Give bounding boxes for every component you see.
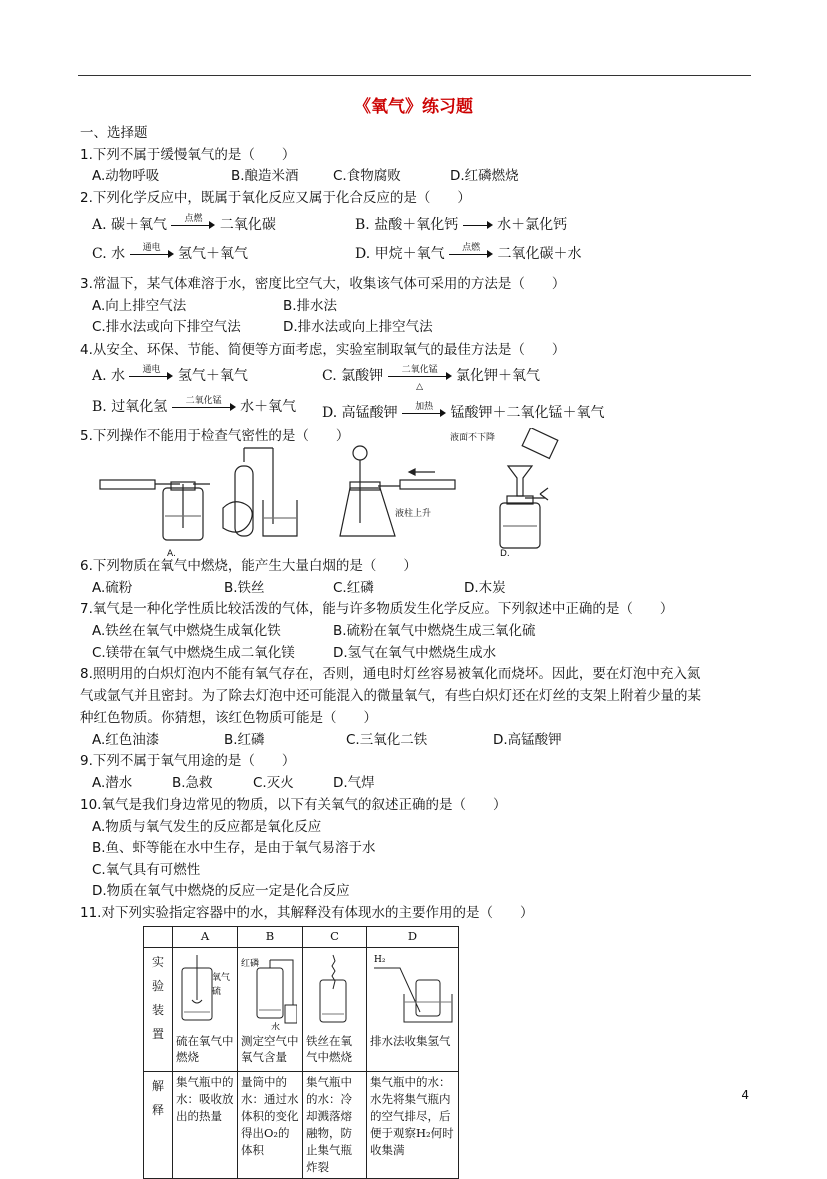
reaction-arrow [129, 365, 173, 383]
q6-option-c[interactable]: C.红磷 [333, 580, 374, 596]
oxygen-content-figure [241, 950, 297, 1030]
q3-stem: 3.常温下，某气体难溶于水，密度比空气大，收集该气体可采用的方法是（ ） [80, 276, 566, 292]
page-title: 《氧气》练习题 [354, 97, 473, 117]
sulfur-burning-figure [176, 950, 232, 1030]
q4-a-products: 氢气＋氧气 [177, 368, 248, 384]
hydrogen-label: H₂ [374, 955, 386, 965]
q4-d-reactants: D. 高锰酸钾 [322, 405, 398, 421]
q7-option-a[interactable]: A.铁丝在氧气中燃烧生成氧化铁 [92, 623, 281, 639]
hand-icon [223, 502, 252, 532]
reaction-arrow [171, 214, 215, 232]
q10-option-a[interactable]: A.物质与氧气发生的反应都是氧化反应 [92, 819, 322, 835]
q11-caption-c: 铁丝在氧气中燃烧 [306, 1034, 352, 1064]
q3-option-b[interactable]: B.排水法 [283, 298, 338, 314]
q1-stem: 1.下列不属于缓慢氧气的是（ ） [80, 147, 296, 163]
q11-apparatus-b [238, 948, 303, 1072]
q11-row-label-explanation: 解释 [144, 1072, 173, 1179]
reaction-arrow [172, 396, 236, 414]
q4-option-a[interactable] [92, 367, 248, 385]
reaction-condition: 通电 [142, 243, 161, 253]
q1-option-b[interactable]: B.酿造米酒 [231, 168, 299, 184]
reaction-arrow [449, 243, 493, 261]
q8-option-a[interactable]: A.红色油漆 [92, 732, 160, 748]
q2-a-reactants: A. 碳＋氧气 [92, 217, 168, 233]
q4-c-reactants: C. 氯酸钾 [322, 368, 384, 384]
reaction-condition: 二氧化锰 [185, 396, 222, 406]
syringe-icon [400, 480, 455, 489]
reaction-condition: 二氧化锰 [401, 365, 438, 375]
q4-option-d[interactable] [322, 404, 605, 422]
q8-line2: 气或氩气并且密封。为了除去灯泡中还可能混入的微量氧气，有些白炽灯还在灯丝的支架上附着少量的某 [80, 688, 701, 704]
q11-caption-d: 排水法收集氢气 [370, 1034, 451, 1048]
q6-option-b[interactable]: B.铁丝 [224, 580, 265, 596]
q11-row-label-apparatus: 实验装置 [144, 948, 173, 1072]
label-column-rising: 液柱上升 [395, 509, 432, 519]
q4-c-products: 氯化钾＋氧气 [456, 368, 541, 384]
heat-symbol: △ [416, 382, 424, 392]
q8-option-d[interactable]: D.高锰酸钾 [493, 732, 562, 748]
q4-d-products: 锰酸钾＋二氧化锰＋氧气 [450, 405, 605, 421]
q11-apparatus-a [173, 948, 238, 1072]
q11-apparatus-c [303, 948, 367, 1072]
q11-header-b[interactable]: B [238, 927, 303, 948]
q5-figure-a-label[interactable]: A. [167, 549, 176, 559]
reaction-condition: 加热 [415, 402, 434, 412]
q2-a-products: 二氧化碳 [219, 217, 276, 233]
q11-table [143, 926, 459, 1179]
q9-option-c[interactable]: C.灭火 [253, 775, 294, 791]
hydrogen-collection-figure [370, 950, 454, 1030]
q2-d-products: 二氧化碳＋水 [497, 246, 582, 262]
q3-option-a[interactable]: A.向上排空气法 [92, 298, 187, 314]
q8-line1: 8.照明用的白炽灯泡内不能有氧气存在，否则，通电时灯丝容易被氧化而烧坏。因此，要在灯泡中充入氮 [80, 666, 701, 682]
q5-figure-d-label[interactable]: D. [500, 549, 510, 559]
q7-stem: 7.氧气是一种化学性质比较活泼的气体，能与许多物质发生化学反应。下列叙述中正确的是（ ） [80, 601, 674, 617]
q4-b-products: 水＋氧气 [240, 399, 297, 415]
q4-b-reactants: B. 过氧化氢 [92, 399, 168, 415]
q10-option-d[interactable]: D.物质在氧气中燃烧的反应一定是化合反应 [92, 883, 350, 899]
sulfur-label: 硫 [212, 987, 222, 997]
funnel-bulb-icon [353, 446, 367, 460]
q2-option-b[interactable] [355, 216, 567, 234]
q4-option-b[interactable] [92, 398, 296, 416]
q9-option-d[interactable]: D.气焊 [333, 775, 375, 791]
funnel-icon [508, 466, 532, 496]
red-phosphorus-label: 红磷 [241, 959, 260, 969]
q11-stem: 11.对下列实验指定容器中的水，其解释没有体现水的主要作用的是（ ） [80, 905, 534, 921]
label-level-not-dropping: 液面不下降 [450, 433, 496, 443]
q11-header-c[interactable]: C [303, 927, 367, 948]
q5-apparatus-figure [95, 428, 595, 563]
beaker-icon [522, 428, 558, 458]
q3-option-d[interactable]: D.排水法或向上排空气法 [283, 319, 433, 335]
q11-explain-d: 集气瓶中的水：水先将集气瓶内的空气排尽，后便于观察H₂何时收集满 [367, 1072, 459, 1179]
reaction-condition: 点燃 [462, 243, 481, 253]
q2-b-products: 水＋氯化钙 [497, 217, 568, 233]
flask-icon [340, 488, 395, 536]
q11-header-a[interactable]: A [173, 927, 238, 948]
q8-line3: 种红色物质。你猜想，该红色物质可能是（ ） [80, 710, 377, 726]
reaction-arrow [402, 402, 446, 420]
oxygen-label: 氧气 [212, 973, 231, 983]
q4-stem: 4.从安全、环保、节能、简便等方面考虑，实验室制取氧气的最佳方法是（ ） [80, 342, 566, 358]
q7-option-d[interactable]: D.氢气在氧气中燃烧生成水 [333, 645, 497, 661]
reaction-condition: 点燃 [184, 214, 203, 224]
q11-explain-c: 集气瓶中的水：冷却溅落熔融物，防止集气瓶炸裂 [303, 1072, 367, 1179]
q2-b-reactants: B. 盐酸＋氧化钙 [355, 217, 459, 233]
test-tube-icon [235, 466, 253, 536]
q9-option-a[interactable]: A.潜水 [92, 775, 133, 791]
q7-option-c[interactable]: C.镁带在氧气中燃烧生成二氧化镁 [92, 645, 295, 661]
reaction-arrow [130, 243, 174, 261]
reaction-condition: 通电 [142, 365, 161, 375]
q9-option-b[interactable]: B.急救 [172, 775, 213, 791]
q11-caption-b: 测定空气中氧气含量 [241, 1034, 299, 1064]
q2-d-reactants: D. 甲烷＋氧气 [355, 246, 445, 262]
q4-option-c[interactable] [322, 365, 541, 392]
header-rule [78, 75, 751, 76]
q4-a-reactants: A. 水 [92, 368, 126, 384]
q1-option-a[interactable]: A.动物呼吸 [92, 168, 160, 184]
reaction-arrow [463, 218, 493, 232]
q2-option-a[interactable] [92, 216, 276, 234]
q11-explain-a: 集气瓶中的水：吸收放出的热量 [173, 1072, 238, 1179]
q2-c-products: 氢气＋氧气 [178, 246, 249, 262]
q7-option-b[interactable]: B.硫粉在氧气中燃烧生成三氧化硫 [333, 623, 536, 639]
syringe-icon [100, 480, 155, 489]
q10-option-c[interactable]: C.氧气具有可燃性 [92, 862, 201, 878]
q2-option-d[interactable] [355, 245, 582, 263]
q10-option-b[interactable]: B.鱼、虾等能在水中生存，是由于氧气易溶于水 [92, 840, 376, 856]
q6-stem: 6.下列物质在氧气中燃烧，能产生大量白烟的是（ ） [80, 558, 417, 574]
q1-option-d[interactable]: D.红磷燃烧 [450, 168, 519, 184]
q5-stem: 5.下列操作不能用于检查气密性的是（ ） [80, 428, 350, 444]
q11-apparatus-d [367, 948, 459, 1072]
q8-option-b[interactable]: B.红磷 [224, 732, 265, 748]
q8-option-c[interactable]: C.三氧化二铁 [346, 732, 428, 748]
q11-explain-b: 量筒中的水：通过水体积的变化得出O₂的体积 [238, 1072, 303, 1179]
q2-option-c[interactable] [92, 245, 248, 263]
q11-caption-a: 硫在氧气中燃烧 [176, 1034, 234, 1064]
section-heading: 一、选择题 [80, 125, 148, 141]
q10-stem: 10.氧气是我们身边常见的物质，以下有关氧气的叙述正确的是（ ） [80, 797, 507, 813]
q6-option-a[interactable]: A.硫粉 [92, 580, 133, 596]
q1-option-c[interactable]: C.食物腐败 [333, 168, 401, 184]
iron-wire-burning-figure [306, 950, 362, 1030]
water-label: 水 [271, 1023, 281, 1030]
page-number: 4 [741, 1088, 749, 1102]
q3-option-c[interactable]: C.排水法或向下排空气法 [92, 319, 241, 335]
q2-stem: 2.下列化学反应中，既属于氧化反应又属于化合反应的是（ ） [80, 190, 471, 206]
q11-corner-cell [144, 927, 173, 948]
q9-stem: 9.下列不属于氧气用途的是（ ） [80, 753, 296, 769]
q2-c-reactants: C. 水 [92, 246, 126, 262]
q6-option-d[interactable]: D.木炭 [464, 580, 506, 596]
reaction-arrow [388, 365, 452, 392]
q11-header-d[interactable]: D [367, 927, 459, 948]
